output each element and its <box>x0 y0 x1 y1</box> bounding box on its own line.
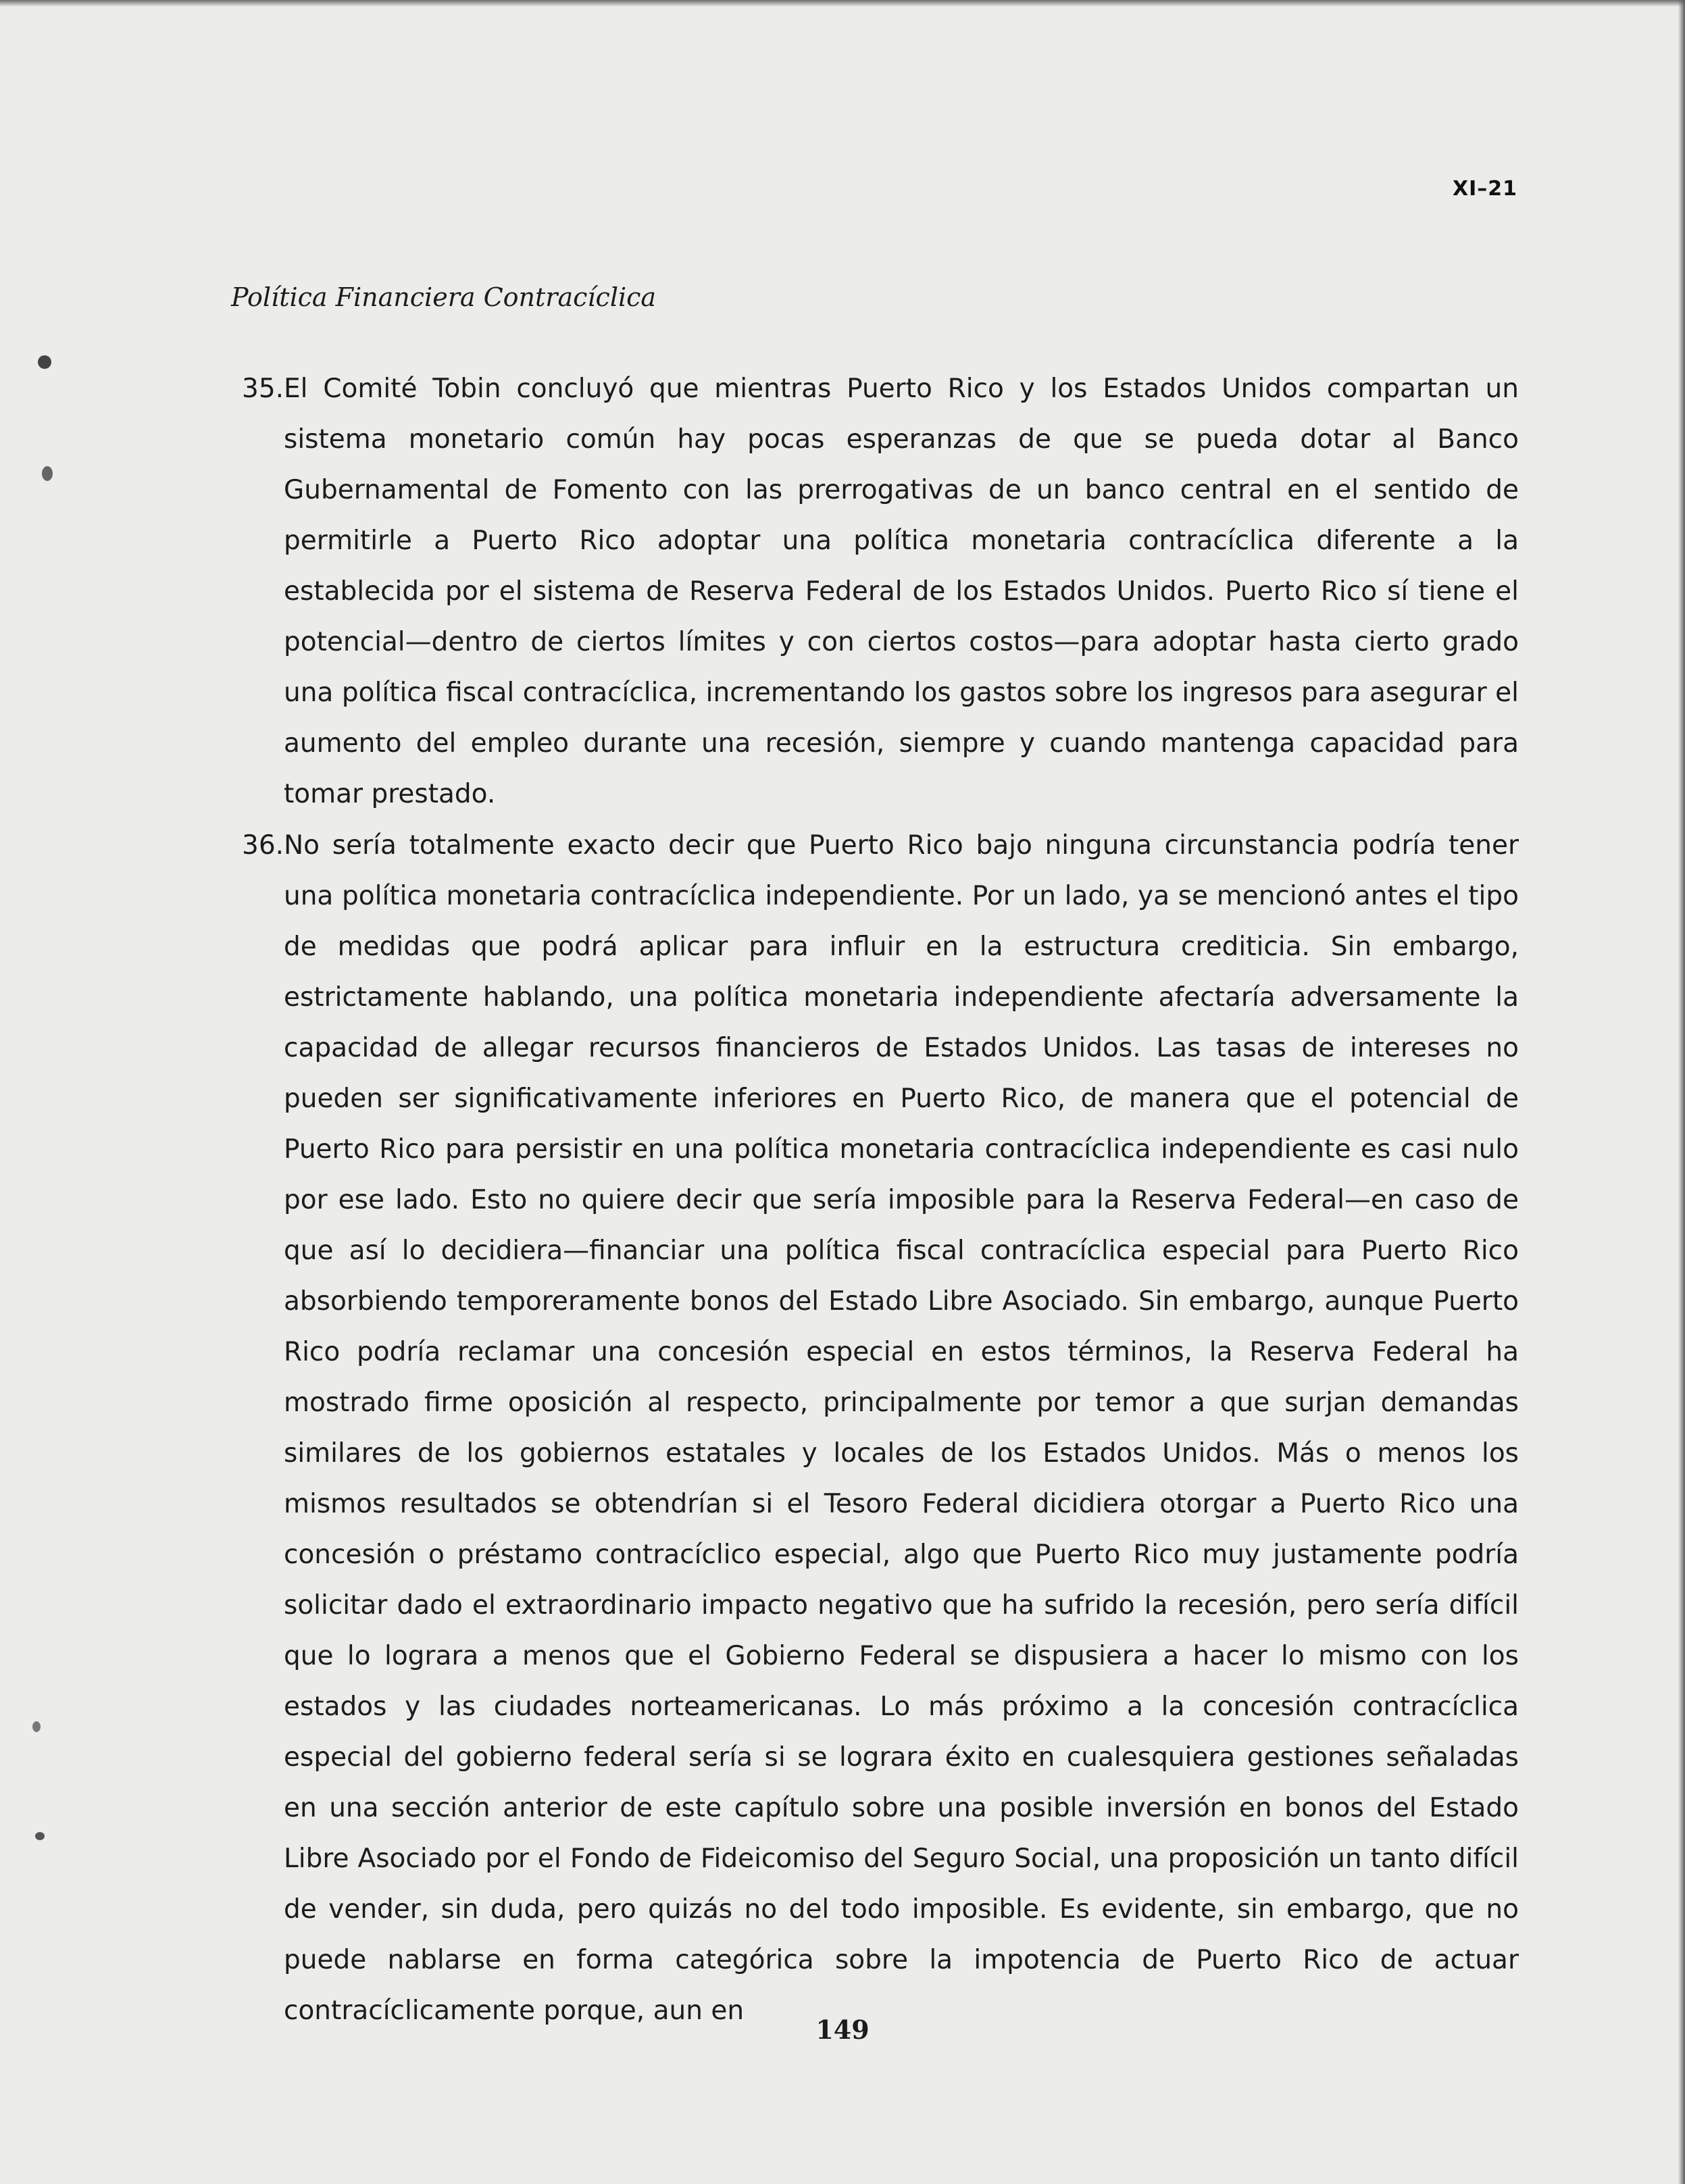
paragraph-text: No sería totalmente exacto decir que Puerto Rico bajo ninguna circunstancia podría tener una política monetaria contracíclica independiente. Por un lado, ya se mencionó antes el tipo de medidas que podrá aplicar para influir en la estructura crediticia. Sin embargo, estrictamente hablando, una política monetaria independiente afectaría adversamente la capacidad de allegar recursos financieros de Estados Unidos. Las tasas de intereses no pueden ser significativamente inferiores en Puerto Rico, de manera que el potencial de Puerto Rico para persistir en una política monetaria contracíclica independiente es casi nulo por ese lado. Esto no quiere decir que sería imposible para la Reserva Federal—en caso de que así lo decidiera—financiar una política fiscal contracíclica especial para Puerto Rico absorbiendo temporeramente bonos del Estado Libre Asociado. Sin embargo, aunque Puerto Rico podría reclamar una concesión especial en estos términos, la Reserva Federal ha mostrado firme oposición al respecto, principalmente por temor a que surjan demandas similares de los gobiernos estatales y locales de los Estados Unidos. Más o menos los mismos resultados se obtendrían si el Tesoro Federal dicidiera otorgar a Puerto Rico una concesión o préstamo contracíclico especial, algo que Puerto Rico muy justamente podría solicitar dado el extraordinario impacto negativo que ha sufrido la recesión, pero sería difícil que lo lograra a menos que el Gobierno Federal se dispusiera a hacer lo mismo con los estados y las ciudades norteamericanas. Lo más próximo a la concesión contracíclica especial del gobierno federal sería si se lograra éxito en cualesquiera gestiones señaladas en una sección anterior de este capítulo sobre una posible inversión en bonos del Estado Libre Asociado por el Fondo de Fideicomiso del Seguro Social, una proposición un tanto difícil de vender, sin duda, pero quizás no del todo imposible. Es evidente, sin embargo, que no puede nablarse en forma categórica sobre la impotencia de Puerto Rico de actuar contracíclicamente porque, aun en <box>284 830 1519 2026</box>
page-code: XI–21 <box>1452 177 1517 201</box>
page-edge-top <box>0 0 1685 7</box>
binder-hole-mark <box>35 1832 45 1840</box>
paragraph-text: El Comité Tobin concluyó que mientras Puerto Rico y los Estados Unidos compartan un sistema monetario común hay pocas esperanzas de que se pueda dotar al Banco Gubernamental de Fomento con las prerrogativas de un banco central en el sentido de permitirle a Puerto Rico adoptar una política monetaria contracíclica diferente a la establecida por el sistema de Reserva Federal de los Estados Unidos. Puerto Rico sí tiene el potencial—dentro de ciertos límites y con ciertos costos—para adoptar hasta cierto grado una política fiscal contracíclica, incrementando los gastos sobre los ingresos para asegurar el aumento del empleo durante una recesión, siempre y cuando mantenga capacidad para tomar prestado. <box>284 374 1519 809</box>
binder-hole-mark <box>38 355 51 369</box>
paragraph-number: 36. <box>242 830 284 861</box>
paragraph-number: 35. <box>242 374 284 404</box>
page-edge-right <box>1678 0 1685 2184</box>
page-number: 149 <box>815 2014 870 2045</box>
paragraph-35 <box>242 363 1519 819</box>
binder-hole-mark <box>42 466 53 481</box>
paragraph-36 <box>242 820 1519 2036</box>
section-title: Política Financiera Contracíclica <box>231 282 657 312</box>
binder-hole-mark <box>32 1721 41 1732</box>
